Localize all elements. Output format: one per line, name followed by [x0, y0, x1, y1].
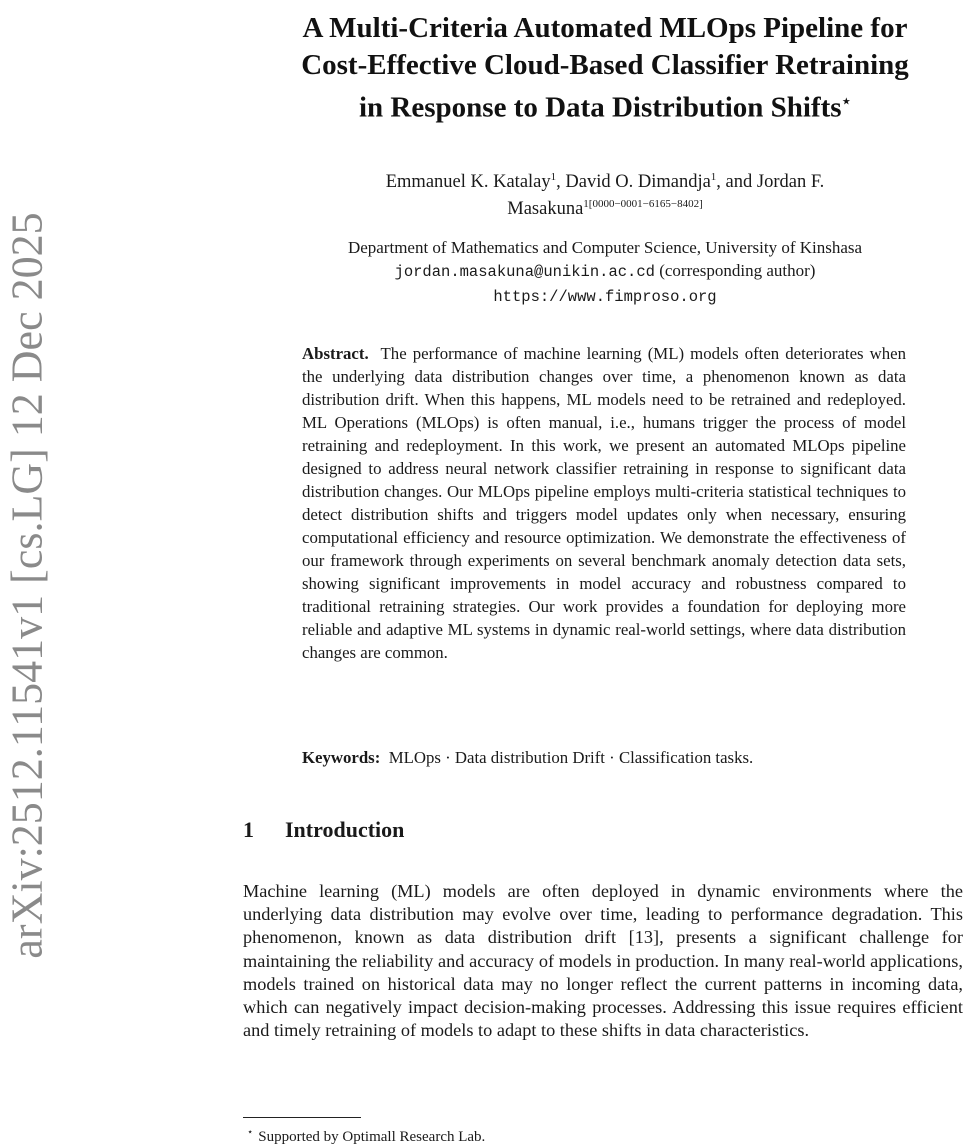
- author-name: Masakuna: [507, 199, 584, 220]
- keywords: [302, 747, 922, 769]
- email-link[interactable]: jordan.masakuna@unikin.ac.cd: [394, 263, 655, 281]
- contact-line: [245, 259, 965, 284]
- title-line-text: in Response to Data Distribution Shifts: [359, 91, 842, 124]
- author-orcid: 1[0000−0001−6165−8402]: [583, 198, 703, 211]
- arxiv-identifier-stamp: [2, 211, 52, 959]
- keywords-text: MLOps · Data distribution Drift · Classification tasks.: [388, 748, 754, 767]
- introduction-paragraph: [243, 880, 963, 1042]
- url-line: [245, 284, 965, 309]
- footnote-text: Supported by Optimall Research Lab.: [258, 1129, 486, 1145]
- website-link[interactable]: https://www.fimproso.org: [493, 288, 717, 306]
- author-name: , David O. Dimandja: [556, 172, 711, 193]
- abstract-label: Abstract.: [302, 344, 369, 363]
- title-line: Cost-Effective Cloud-Based Classifier Retraining: [301, 49, 909, 81]
- section-heading-introduction: [243, 816, 404, 844]
- author-line-2: [245, 193, 965, 220]
- author-line-1: [245, 166, 965, 193]
- department: Department of Mathematics and Computer Science, University of Kinshasa: [347, 238, 863, 257]
- email-note: (corresponding author): [654, 261, 816, 280]
- arxiv-stamp-text: arXiv:2512.11541v1 [cs.LG] 12 Dec 2025: [2, 211, 52, 959]
- abstract-text: The performance of machine learning (ML) models often deteriorates when the underlying data distribution changes over time, a phenomenon known as data distribution drift. When this happens, ML models need to be retrained and redeployed. ML Operations (MLOps) is often manual, i.e., humans trigger the process of model retraining and redeployment. In this work, we present an automated MLOps pipeline designed to address neural network classifier retraining in response to significant data distribution changes. Our MLOps pipeline employs multi-criteria statistical techniques to detect distribution shifts and triggers model updates only when necessary, ensuring computational efficiency and resource optimization. We demonstrate the effectiveness of our framework through experiments on several benchmark anomaly detection data sets, showing significant improvements in model accuracy and robustness compared to traditional retraining strategies. Our work provides a foundation for deploying more reliable and adaptive ML systems in dynamic real-world settings, where data distribution changes are common.: [302, 344, 906, 662]
- author-affil-mark: 1: [550, 171, 557, 183]
- footnote-mark: ⋆: [247, 1127, 254, 1138]
- footnote-rule: [243, 1117, 361, 1118]
- footnote-star-mark: ⋆: [841, 94, 851, 110]
- author-name: Emmanuel K. Katalay: [385, 172, 551, 193]
- title-line: A Multi-Criteria Automated MLOps Pipeline for: [302, 12, 908, 44]
- author-affil-mark: 1: [710, 171, 717, 183]
- paper-title: [245, 10, 965, 127]
- author-name: , and Jordan F.: [716, 172, 825, 193]
- affiliation-block: [245, 236, 965, 309]
- section-number: 1: [243, 817, 254, 842]
- abstract: [302, 342, 906, 664]
- author-list: [245, 166, 965, 220]
- section-title: Introduction: [285, 817, 405, 842]
- paragraph-text: Machine learning (ML) models are often deployed in dynamic environments where the underlying data distribution may evolve over time, leading to performance degradation. This phenomenon, known as data distribution drift [13], presents a significant challenge for maintaining the reliability and accuracy of models in production. In many real-world applications, models trained on historical data may no longer reflect the current patterns in incoming data, which can negatively impact decision-making processes. Addressing this issue requires efficient and timely retraining of models to adapt to these shifts in data characteristics.: [243, 881, 963, 1041]
- title-line: [245, 84, 965, 127]
- keywords-label: Keywords:: [302, 748, 381, 767]
- footnote: [247, 1124, 485, 1146]
